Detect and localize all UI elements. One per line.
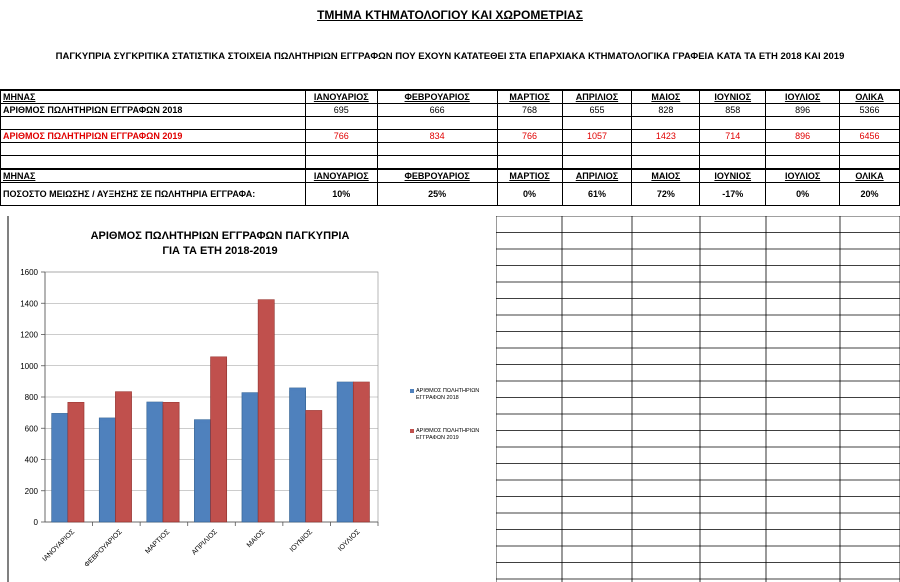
pct-label: ΠΟΣΟΣΤΟ ΜΕΙΩΣΗΣ / ΑΥΞΗΣΗΣ ΣΕ ΠΩΛΗΤΗΡΙΑ ΕΓΓΡΑΦΑ: bbox=[1, 183, 306, 206]
stats-table bbox=[0, 89, 900, 206]
pct-cell: 61% bbox=[562, 183, 632, 206]
row-2018 bbox=[1, 104, 900, 117]
bar-2019 bbox=[68, 402, 84, 522]
bar-2018 bbox=[194, 420, 210, 522]
bar-top bbox=[99, 418, 115, 421]
legend-swatch-2019 bbox=[410, 429, 414, 433]
empty-grid bbox=[496, 216, 900, 582]
bar-2018 bbox=[147, 402, 163, 522]
bar-top bbox=[306, 410, 322, 413]
bar-top bbox=[258, 300, 274, 303]
bar-2019 bbox=[163, 402, 179, 522]
bar-2018 bbox=[337, 382, 353, 522]
y-tick-label: 1600 bbox=[20, 268, 38, 277]
cell-2018: 858 bbox=[700, 104, 766, 117]
x-tick-label: ΙΑΝΟΥΑΡΙΟΣ bbox=[41, 528, 77, 564]
cell-2018: 896 bbox=[766, 104, 840, 117]
month-label: ΜΗΝΑΣ bbox=[1, 169, 306, 183]
bar-top bbox=[290, 388, 306, 391]
month-header: ΑΠΡΙΛΙΟΣ bbox=[562, 90, 632, 104]
month-header: ΜΑΙΟΣ bbox=[632, 169, 700, 183]
x-tick-label: ΜΑΡΤΙΟΣ bbox=[144, 528, 172, 556]
month-header: ΦΕΒΡΟΥΑΡΙΟΣ bbox=[377, 169, 497, 183]
header-row-1 bbox=[1, 90, 900, 104]
month-header: ΜΑΙΟΣ bbox=[632, 90, 700, 104]
bar-top bbox=[163, 402, 179, 405]
month-header: ΜΑΡΤΙΟΣ bbox=[497, 169, 562, 183]
x-tick-label: ΦΕΒΡΟΥΑΡΙΟΣ bbox=[83, 528, 124, 569]
y-tick-label: 1000 bbox=[20, 361, 38, 371]
cell-2019: 714 bbox=[700, 130, 766, 143]
y-tick-label: 400 bbox=[24, 455, 38, 465]
bar-top bbox=[68, 402, 84, 405]
bar-2018 bbox=[290, 388, 306, 522]
chart-title-line1: ΑΡΙΘΜΟΣ ΠΩΛΗΤΗΡΙΩΝ ΕΓΓΡΑΦΩΝ ΠΑΓΚΥΠΡΙΑ bbox=[90, 230, 350, 242]
bar-top bbox=[353, 382, 369, 385]
cell-2018: 666 bbox=[377, 104, 497, 117]
cell-2018: 655 bbox=[562, 104, 632, 117]
blank-row bbox=[1, 117, 900, 130]
pct-cell: 0% bbox=[766, 183, 840, 206]
month-header: ΙΟΥΝΙΟΣ bbox=[700, 90, 766, 104]
cell-2018: 768 bbox=[497, 104, 562, 117]
bar-2019 bbox=[353, 382, 369, 522]
bar-top bbox=[242, 393, 258, 396]
pct-cell: -17% bbox=[700, 183, 766, 206]
bar-top bbox=[194, 420, 210, 423]
cell-2019: 834 bbox=[377, 130, 497, 143]
bar-top bbox=[115, 392, 131, 395]
bar-chart bbox=[0, 216, 496, 582]
cell-2019: 1423 bbox=[632, 130, 700, 143]
bar-top bbox=[211, 357, 227, 360]
pct-cell: 25% bbox=[377, 183, 497, 206]
legend-item-2018 bbox=[410, 388, 490, 402]
month-header: ΟΛΙΚΑ bbox=[840, 90, 900, 104]
cell-2018: 5366 bbox=[840, 104, 900, 117]
y-tick-label: 1400 bbox=[20, 299, 38, 309]
pct-cell: 0% bbox=[497, 183, 562, 206]
cell-2018: 695 bbox=[305, 104, 377, 117]
pct-row bbox=[1, 183, 900, 206]
blank-row bbox=[1, 156, 900, 170]
bar-2018 bbox=[52, 413, 68, 522]
bar-2019 bbox=[258, 300, 274, 522]
month-header: ΟΛΙΚΑ bbox=[840, 169, 900, 183]
y-tick-label: 800 bbox=[24, 393, 38, 402]
chart-title-line2: ΓΙΑ ΤΑ ΕΤΗ 2018-2019 bbox=[162, 245, 278, 257]
y-tick-label: 1200 bbox=[20, 330, 38, 340]
bar-2018 bbox=[99, 418, 115, 522]
month-header: ΑΠΡΙΛΙΟΣ bbox=[562, 169, 632, 183]
cell-2019: 6456 bbox=[840, 130, 900, 143]
month-header: ΙΟΥΛΙΟΣ bbox=[766, 90, 840, 104]
month-header: ΙΟΥΛΙΟΣ bbox=[766, 169, 840, 183]
chart-legend bbox=[410, 388, 490, 468]
y-tick-label: 200 bbox=[24, 486, 38, 496]
row-2019 bbox=[1, 130, 900, 143]
month-label: ΜΗΝΑΣ bbox=[1, 90, 306, 104]
blank-row bbox=[1, 143, 900, 156]
cell-2019: 766 bbox=[305, 130, 377, 143]
legend-item-2019 bbox=[410, 428, 490, 442]
cell-2019: 896 bbox=[766, 130, 840, 143]
cell-2019: 766 bbox=[497, 130, 562, 143]
bar-top bbox=[147, 402, 163, 405]
row-2018-label: ΑΡΙΘΜΟΣ ΠΩΛΗΤΗΡΙΩΝ ΕΓΓΡΑΦΩΝ 2018 bbox=[1, 104, 306, 117]
month-header: ΙΟΥΝΙΟΣ bbox=[700, 169, 766, 183]
page-subtitle: ΠΑΓΚΥΠΡΙΑ ΣΥΓΚΡΙΤΙΚΑ ΣΤΑΤΙΣΤΙΚΑ ΣΤΟΙΧΕΙΑ ΠΩΛΗΤΗΡΙΩΝ ΕΓΓΡΑΦΩΝ ΠΟΥ ΕΧΟΥΝ ΚΑΤΑΤΕΘΕΙ ΣΤΑ ΕΠΑΡΧΙΑΚΑ ΚΤΗΜΑΤΟΛΟΓΙΚΑ ΓΡΑΦΕΙΑ ΚΑΤΑ ΤΑ ΕΤΗ 2018 ΚΑΙ 2019 bbox=[55, 51, 845, 62]
row-2019-label: ΑΡΙΘΜΟΣ ΠΩΛΗΤΗΡΙΩΝ ΕΓΓΡΑΦΩΝ 2019 bbox=[1, 130, 306, 143]
bar-2019 bbox=[306, 410, 322, 522]
month-header: ΙΑΝΟΥΑΡΙΟΣ bbox=[305, 169, 377, 183]
page-title: ΤΜΗΜΑ ΚΤΗΜΑΤΟΛΟΓΙΟΥ ΚΑΙ ΧΩΡΟΜΕΤΡΙΑΣ bbox=[317, 8, 583, 22]
month-header: ΙΑΝΟΥΑΡΙΟΣ bbox=[305, 90, 377, 104]
bar-2018 bbox=[242, 393, 258, 522]
pct-cell: 72% bbox=[632, 183, 700, 206]
legend-label-2019: ΑΡΙΘΜΟΣ ΠΩΛΗΤΗΡΙΩΝ ΕΓΓΡΑΦΩΝ 2019 bbox=[416, 428, 480, 441]
y-tick-label: 600 bbox=[24, 424, 38, 434]
x-tick-label: ΙΟΥΛΙΟΣ bbox=[337, 528, 362, 554]
x-tick-label: ΙΟΥΝΙΟΣ bbox=[288, 528, 315, 554]
y-tick-label: 0 bbox=[33, 518, 38, 527]
bar-top bbox=[337, 382, 353, 385]
pct-cell: 10% bbox=[305, 183, 377, 206]
legend-label-2018: ΑΡΙΘΜΟΣ ΠΩΛΗΤΗΡΙΩΝ ΕΓΓΡΑΦΩΝ 2018 bbox=[416, 388, 480, 401]
bar-2019 bbox=[211, 357, 227, 522]
month-header: ΜΑΡΤΙΟΣ bbox=[497, 90, 562, 104]
bar-top bbox=[52, 413, 68, 416]
x-tick-label: ΜΑΙΟΣ bbox=[245, 528, 267, 550]
header-row-2 bbox=[1, 169, 900, 183]
bar-2019 bbox=[115, 392, 131, 522]
cell-2018: 828 bbox=[632, 104, 700, 117]
pct-cell: 20% bbox=[840, 183, 900, 206]
x-tick-label: ΑΠΡΙΛΙΟΣ bbox=[190, 528, 219, 557]
month-header: ΦΕΒΡΟΥΑΡΙΟΣ bbox=[377, 90, 497, 104]
cell-2019: 1057 bbox=[562, 130, 632, 143]
legend-swatch-2018 bbox=[410, 389, 414, 393]
